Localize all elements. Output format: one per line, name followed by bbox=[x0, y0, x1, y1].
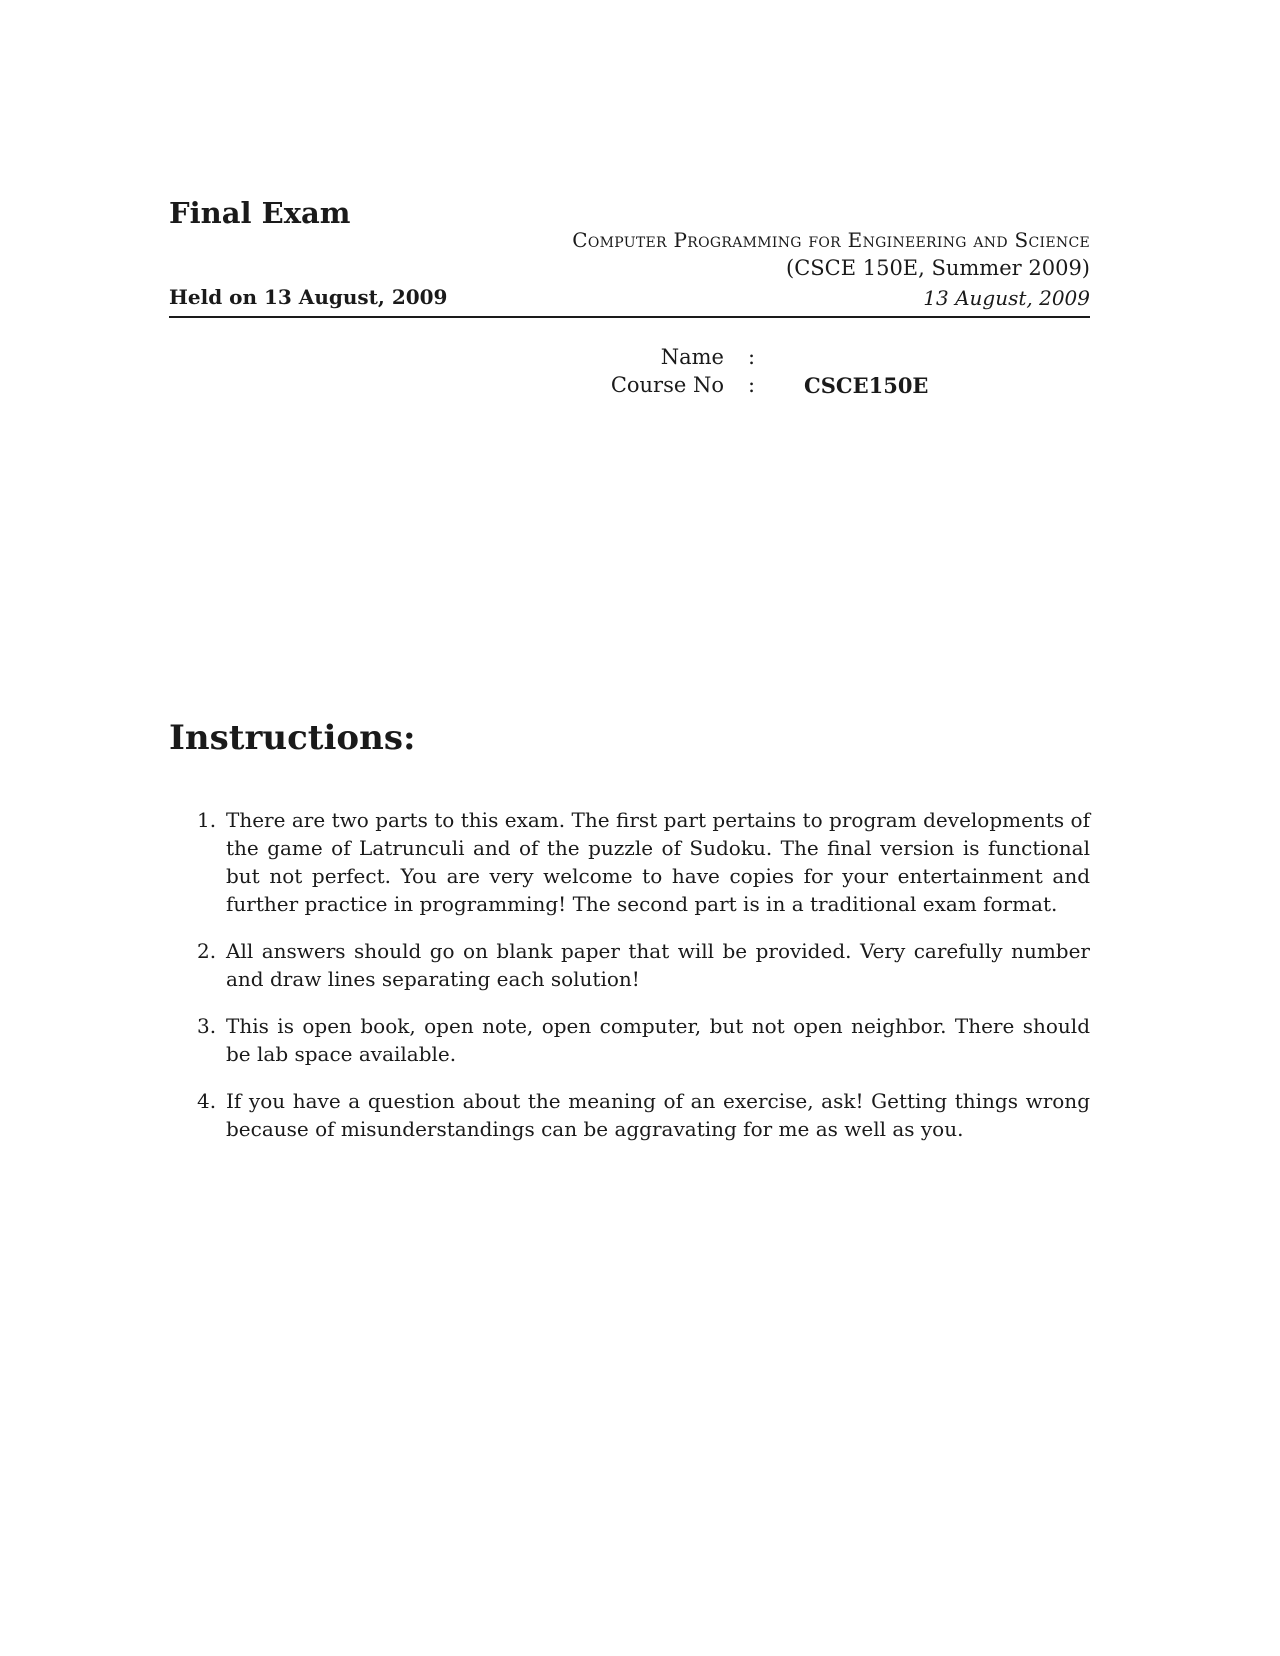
instruction-item bbox=[169, 1087, 1090, 1143]
exam-title: Final Exam bbox=[169, 196, 351, 230]
instruction-text: If you have a question about the meaning of an exercise, ask! Getting things wrong because of misunderstandings can be aggravating for me as well as you. bbox=[226, 1089, 1090, 1141]
instruction-text: This is open book, open note, open computer, but not open neighbor. There should be lab space available. bbox=[226, 1014, 1090, 1066]
instruction-number: 3. bbox=[197, 1014, 217, 1038]
instruction-text: All answers should go on blank paper that will be provided. Very carefully number and draw lines separating each solution! bbox=[226, 939, 1090, 991]
course-code-term: (CSCE 150E, Summer 2009) bbox=[786, 256, 1090, 280]
instruction-item bbox=[169, 1012, 1090, 1068]
name-colon: : bbox=[748, 345, 756, 369]
course-no-value: CSCE150E bbox=[804, 373, 929, 398]
instruction-item bbox=[169, 937, 1090, 993]
instructions-heading: Instructions: bbox=[169, 718, 416, 758]
instruction-number: 2. bbox=[197, 939, 217, 963]
header-rule bbox=[169, 316, 1090, 318]
name-label: Name bbox=[660, 345, 724, 369]
instructions-list bbox=[169, 806, 1090, 1162]
held-on-date: Held on 13 August, 2009 bbox=[169, 285, 448, 309]
instruction-item bbox=[169, 806, 1090, 918]
course-name: Computer Programming for Engineering and Science bbox=[572, 228, 1090, 252]
instruction-text: There are two parts to this exam. The first part pertains to program developments of the game of Latrunculi and of the puzzle of Sudoku. The final version is functional but not perfect. You are very welcome to have copies for your entertainment and further practice in programming! The second part is in a traditional exam format. bbox=[226, 808, 1090, 916]
course-no-label: Course No bbox=[610, 373, 724, 397]
header-date: 13 August, 2009 bbox=[923, 286, 1090, 310]
instruction-number: 1. bbox=[197, 808, 217, 832]
course-no-colon: : bbox=[748, 373, 756, 397]
instruction-number: 4. bbox=[197, 1089, 217, 1113]
